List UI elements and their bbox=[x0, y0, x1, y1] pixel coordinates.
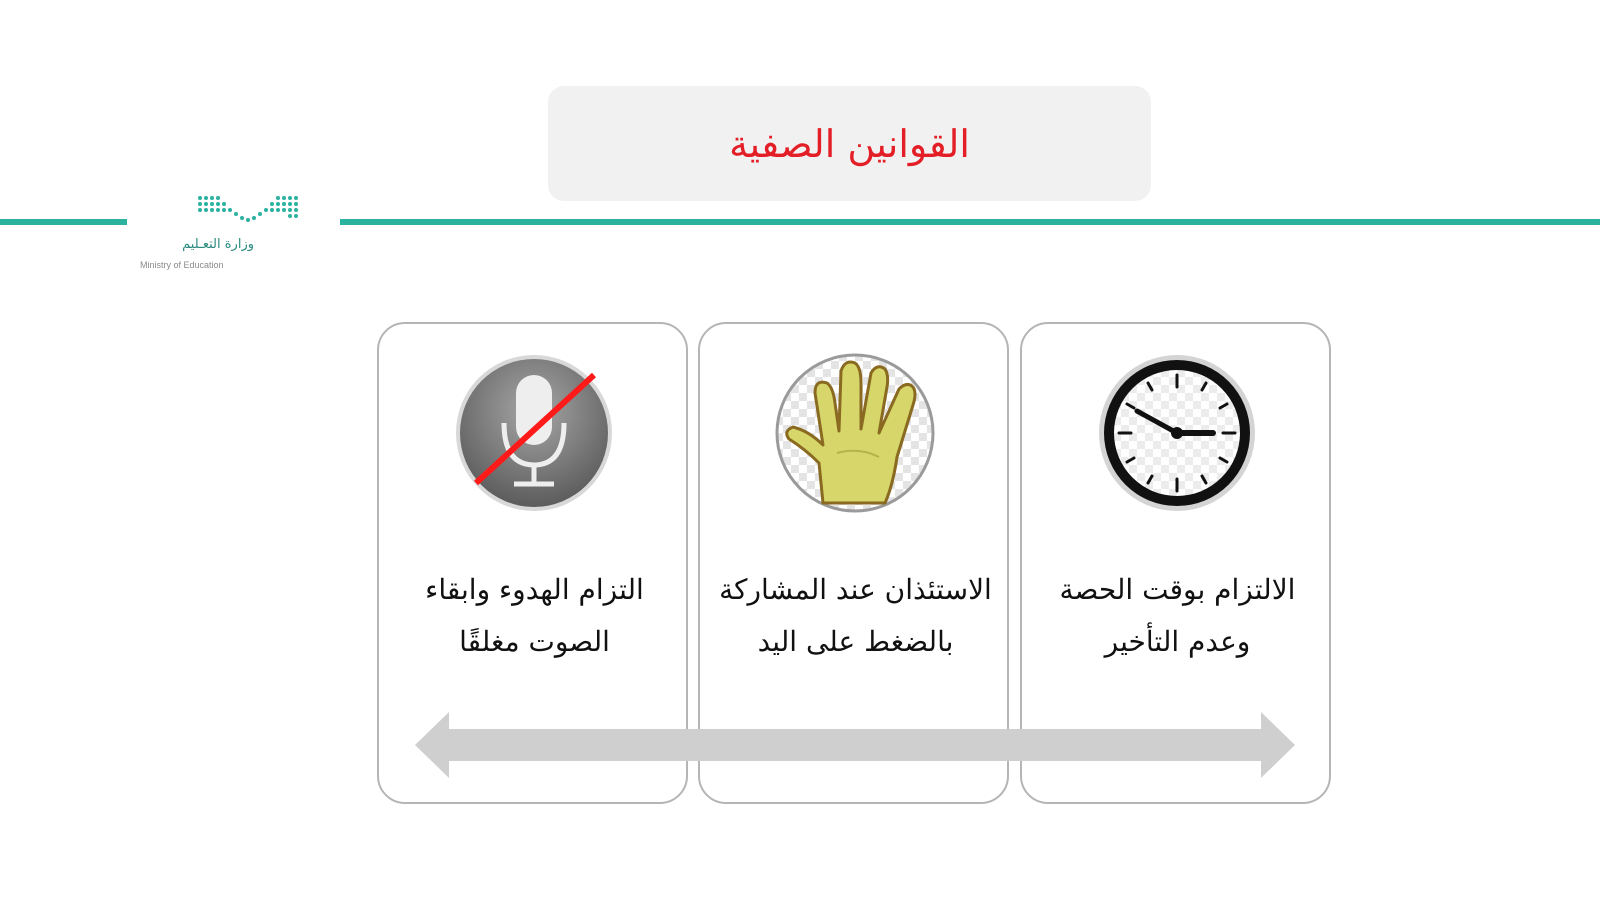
rule-text-line: بالضغط على اليد bbox=[757, 625, 954, 658]
rule-text-line: الاستئذان عند المشاركة bbox=[719, 573, 992, 606]
rule-text-line: الالتزام بوقت الحصة bbox=[1059, 573, 1296, 606]
ministry-logo-english: Ministry of Education bbox=[140, 260, 224, 270]
rule-text-permission bbox=[714, 564, 997, 668]
rule-text-punctuality bbox=[1036, 564, 1319, 668]
rule-text-quiet bbox=[393, 564, 676, 668]
header-divider-left bbox=[0, 219, 127, 225]
clock-icon bbox=[1097, 353, 1257, 513]
header-divider-right bbox=[340, 219, 1600, 225]
raised-hand-icon bbox=[775, 353, 935, 513]
ministry-logo-icon bbox=[140, 190, 320, 240]
ministry-logo bbox=[140, 190, 320, 290]
title-box bbox=[548, 86, 1151, 201]
rule-text-line: وعدم التأخير bbox=[1104, 625, 1251, 658]
double-arrow-icon bbox=[415, 712, 1295, 778]
rule-text-line: التزام الهدوء وابقاء bbox=[425, 573, 644, 606]
slide-title: القوانين الصفية bbox=[729, 121, 970, 166]
muted-microphone-icon bbox=[454, 353, 614, 513]
ministry-logo-arabic: وزارة التعـليم bbox=[182, 237, 254, 252]
rule-text-line: الصوت مغلقًا bbox=[459, 625, 610, 658]
